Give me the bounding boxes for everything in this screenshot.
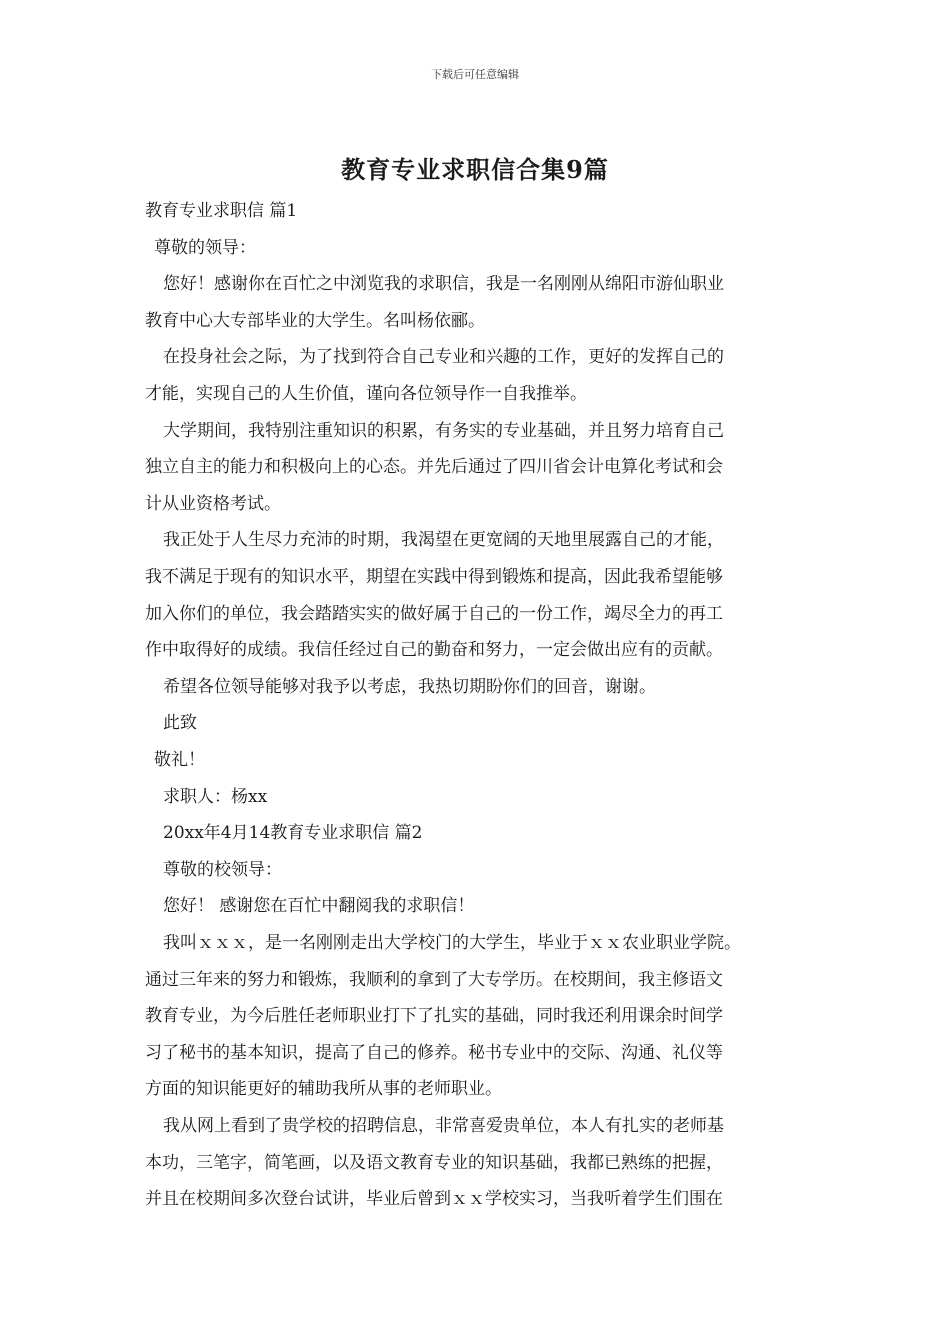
text-line: 我从网上看到了贵学校的招聘信息，非常喜爱贵单位，本人有扎实的老师基 [163,1116,724,1136]
text-line: 希望各位领导能够对我予以考虑，我热切期盼你们的回音，谢谢。 [163,677,656,697]
text-line: 习了秘书的基本知识，提高了自己的修养。秘书专业中的交际、沟通、礼仪等 [145,1043,723,1063]
text-line: 在投身社会之际，为了找到符合自己专业和兴趣的工作，更好的发挥自己的 [163,347,724,367]
text-line: 尊敬的校领导： [163,860,282,880]
text-line: 教育专业，为今后胜任老师职业打下了扎实的基础，同时我还利用课余时间学 [145,1006,723,1026]
text-line: 计从业资格考试。 [145,494,281,514]
header-note: 下载后可任意编辑 [431,68,519,81]
text-line: 我不满足于现有的知识水平，期望在实践中得到锻炼和提高，因此我希望能够 [145,567,723,587]
text-line: 独立自主的能力和积极向上的心态。并先后通过了四川省会计电算化考试和会 [145,457,723,477]
text-line: 作中取得好的成绩。我信任经过自己的勤奋和努力，一定会做出应有的贡献。 [145,640,723,660]
text-line: 敬礼！ [154,750,205,770]
text-line: 加入你们的单位，我会踏踏实实的做好属于自己的一份工作，竭尽全力的再工 [145,604,723,624]
text-line: 通过三年来的努力和锻炼，我顺利的拿到了大专学历。在校期间，我主修语文 [145,970,723,990]
text-line: 求职人：杨xx [163,787,268,807]
text-line: 才能，实现自己的人生价值，谨向各位领导作一自我推举。 [145,384,587,404]
text-line: 我正处于人生尽力充沛的时期，我渴望在更宽阔的天地里展露自己的才能， [163,530,724,550]
text-line: 此致 [163,713,197,733]
text-line: 本功，三笔字，简笔画，以及语文教育专业的知识基础，我都已熟练的把握， [145,1153,723,1173]
text-line: 您好！ 感谢您在百忙中翻阅我的求职信！ [163,896,475,916]
text-line: 尊敬的领导： [154,238,256,258]
text-line: 20xx年4月14教育专业求职信 篇2 [163,823,423,843]
text-line: 教育中心大专部毕业的大学生。名叫杨依郦。 [145,311,485,331]
document-title: 教育专业求职信合集9篇 [341,155,609,184]
text-line: 大学期间，我特别注重知识的积累，有务实的专业基础，并且努力培育自己 [163,421,724,441]
text-line: 方面的知识能更好的辅助我所从事的老师职业。 [145,1079,502,1099]
text-line: 您好！感谢你在百忙之中浏览我的求职信，我是一名刚刚从绵阳市游仙职业 [163,274,724,294]
text-line: 教育专业求职信 篇1 [145,201,298,221]
text-line: 我叫ｘｘｘ，是一名刚刚走出大学校门的大学生，毕业于ｘｘ农业职业学院。 [163,933,741,953]
text-line: 并且在校期间多次登台试讲，毕业后曾到ｘｘ学校实习，当我听着学生们围在 [145,1189,723,1209]
